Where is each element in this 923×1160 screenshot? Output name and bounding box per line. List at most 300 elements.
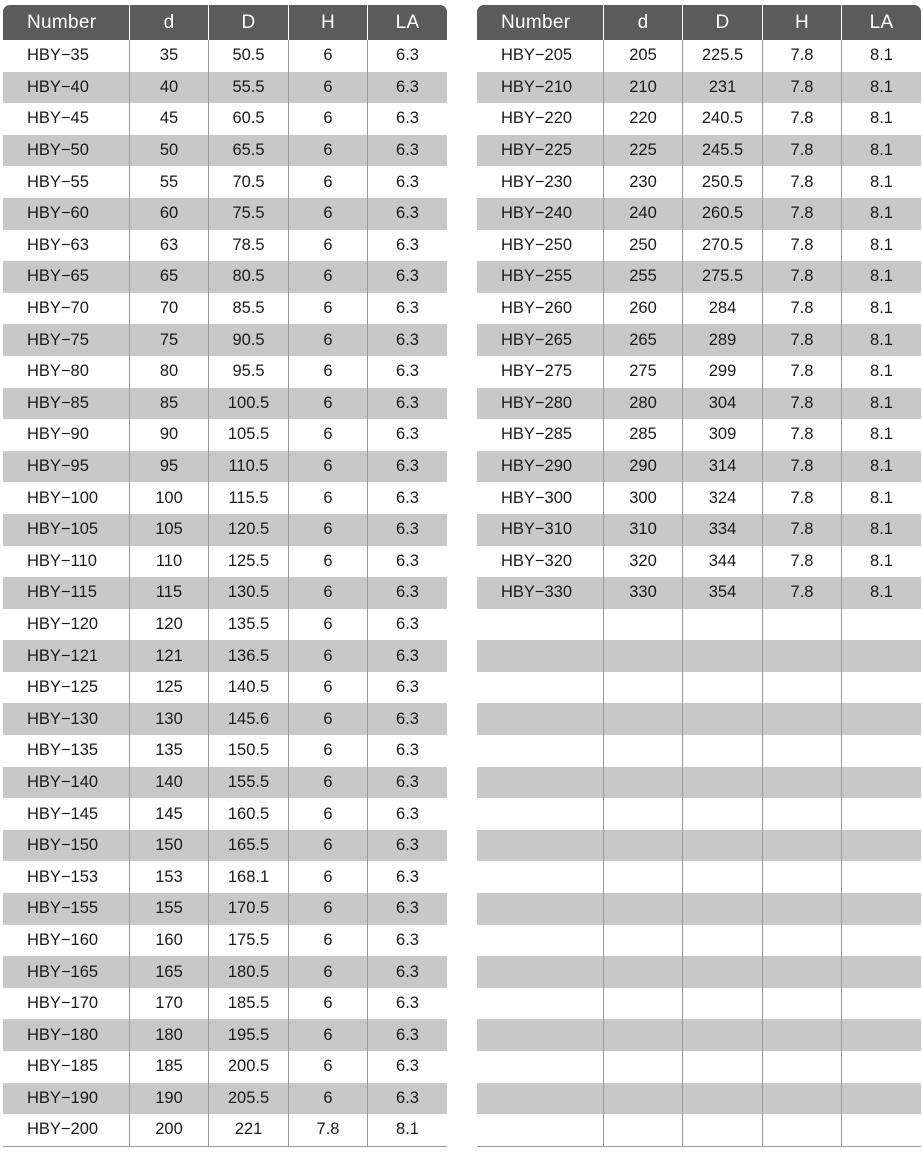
cell-H: 7.8 [762,482,841,514]
cell-d: 65 [129,261,208,293]
header-number: Number [3,5,129,40]
cell-H: 6 [288,356,367,388]
table-row [477,198,921,230]
header-H: H [762,5,841,40]
cell-number: HBY−85 [3,388,129,420]
empty-cell [603,672,682,704]
cell-LA: 6.3 [367,293,447,325]
header-H: H [288,5,367,40]
cell-number: HBY−160 [27,930,99,949]
cell-LA: 8.1 [841,72,921,104]
table-row [3,893,447,925]
cell-D: 120.5 [208,514,288,546]
empty-cell [841,735,921,767]
cell-D: 170.5 [208,893,288,925]
empty-cell [682,703,762,735]
cell-number: HBY−50 [3,135,129,167]
cell-d: 100 [129,482,208,514]
cell-number: HBY−300 [501,488,573,507]
cell-d: 80 [129,356,208,388]
empty-cell [603,609,682,641]
table-row [477,419,921,451]
cell-D: 314 [682,451,762,483]
cell-d: 210 [603,72,682,104]
cell-H: 6 [288,198,367,230]
table-row [3,451,447,483]
cell-d: 95 [129,451,208,483]
empty-cell [477,1051,603,1083]
table-row [477,546,921,578]
table-row [3,798,447,830]
cell-D: 75.5 [208,198,288,230]
table-row [477,135,921,167]
cell-LA: 6.3 [367,388,447,420]
empty-table-row [477,609,921,641]
table-row [477,166,921,198]
cell-H: 6 [288,893,367,925]
cell-D: 100.5 [208,388,288,420]
cell-D: 231 [682,72,762,104]
cell-H: 6 [288,546,367,578]
cell-d: 310 [603,514,682,546]
cell-H: 7.8 [762,166,841,198]
cell-number: HBY−190 [3,1083,129,1115]
header-LA: LA [367,5,447,40]
cell-d: 330 [603,577,682,609]
cell-number: HBY−40 [3,72,129,104]
cell-d: 145 [129,798,208,830]
empty-cell [682,640,762,672]
cell-number: HBY−105 [3,514,129,546]
empty-cell [682,830,762,862]
empty-cell [841,956,921,988]
cell-D: 115.5 [208,482,288,514]
header-d: d [129,5,208,40]
cell-D: 65.5 [208,135,288,167]
empty-cell [682,1114,762,1147]
cell-LA: 6.3 [367,324,447,356]
cell-H: 6 [288,798,367,830]
cell-LA: 8.1 [841,166,921,198]
cell-LA: 6.3 [367,1083,447,1115]
cell-number: HBY−90 [27,425,89,444]
header-LA: LA [841,5,921,40]
cell-LA: 8.1 [841,293,921,325]
empty-table-row [477,640,921,672]
cell-number: HBY−320 [501,551,573,570]
empty-cell [477,988,603,1020]
empty-cell [477,893,603,925]
empty-cell [603,988,682,1020]
spec-table-right [477,5,921,1147]
cell-d: 170 [129,988,208,1020]
empty-cell [682,861,762,893]
cell-H: 6 [288,72,367,104]
empty-cell [682,767,762,799]
empty-cell [762,767,841,799]
header-number: Number [477,5,603,40]
empty-cell [603,861,682,893]
cell-d: 205 [603,40,682,72]
cell-d: 160 [129,925,208,957]
table-row [3,546,447,578]
empty-cell [682,1019,762,1051]
empty-table-row [477,798,921,830]
empty-cell [477,861,603,893]
empty-cell [603,1114,682,1147]
cell-LA: 6.3 [367,230,447,262]
cell-D: 160.5 [208,798,288,830]
cell-d: 220 [603,103,682,135]
cell-d: 285 [603,419,682,451]
cell-D: 354 [682,577,762,609]
cell-number: HBY−275 [501,362,573,381]
header-D: D [208,5,288,40]
cell-H: 7.8 [762,230,841,262]
empty-cell [682,893,762,925]
cell-d: 70 [129,293,208,325]
cell-d: 165 [129,956,208,988]
empty-cell [603,703,682,735]
cell-LA: 8.1 [841,103,921,135]
cell-number: HBY−250 [501,235,573,254]
table-row [477,482,921,514]
table-row [3,609,447,641]
cell-d: 75 [129,324,208,356]
empty-cell [762,1019,841,1051]
empty-table-row [477,672,921,704]
empty-table-row [477,861,921,893]
cell-LA: 6.3 [367,166,447,198]
cell-D: 60.5 [208,103,288,135]
cell-number: HBY−80 [27,362,89,381]
table-row [477,293,921,325]
cell-number: HBY−130 [3,703,129,735]
table-row [3,577,447,609]
cell-D: 78.5 [208,230,288,262]
cell-number: HBY−185 [27,1057,99,1076]
cell-d: 120 [129,609,208,641]
cell-number: HBY−330 [477,577,603,609]
cell-LA: 6.3 [367,830,447,862]
empty-cell [762,956,841,988]
cell-number: HBY−280 [477,388,603,420]
table-row [3,482,447,514]
spec-table-left [3,5,447,1147]
empty-table-row [477,735,921,767]
cell-H: 6 [288,925,367,957]
cell-LA: 6.3 [367,640,447,672]
cell-H: 7.8 [762,135,841,167]
cell-D: 200.5 [208,1051,288,1083]
empty-cell [477,956,603,988]
cell-d: 55 [129,166,208,198]
cell-H: 6 [288,514,367,546]
empty-cell [841,830,921,862]
cell-H: 7.8 [762,451,841,483]
cell-number: HBY−35 [27,46,89,65]
cell-number: HBY−210 [477,72,603,104]
cell-D: 145.6 [208,703,288,735]
table-row [477,40,921,72]
cell-D: 135.5 [208,609,288,641]
table-row [3,1114,447,1147]
cell-LA: 6.3 [367,198,447,230]
cell-d: 225 [603,135,682,167]
empty-cell [841,609,921,641]
cell-LA: 8.1 [841,482,921,514]
cell-LA: 8.1 [841,324,921,356]
empty-cell [603,798,682,830]
cell-d: 35 [129,40,208,72]
empty-cell [603,640,682,672]
cell-number: HBY−65 [3,261,129,293]
cell-LA: 6.3 [367,1051,447,1083]
cell-H: 6 [288,1019,367,1051]
cell-number: HBY−205 [501,46,573,65]
empty-cell [603,1051,682,1083]
empty-cell [762,988,841,1020]
cell-H: 7.8 [288,1114,367,1147]
cell-number: HBY−95 [3,451,129,483]
cell-D: 140.5 [208,672,288,704]
cell-D: 150.5 [208,735,288,767]
cell-H: 6 [288,577,367,609]
table-row [3,419,447,451]
cell-H: 7.8 [762,103,841,135]
cell-number: HBY−170 [27,994,99,1013]
cell-LA: 6.3 [367,1019,447,1051]
cell-H: 6 [288,988,367,1020]
cell-number: HBY−55 [27,172,89,191]
cell-H: 6 [288,767,367,799]
cell-number: HBY−150 [3,830,129,862]
empty-cell [682,735,762,767]
cell-D: 334 [682,514,762,546]
table-row [477,356,921,388]
cell-H: 6 [288,135,367,167]
cell-H: 6 [288,166,367,198]
header-row [3,5,447,40]
cell-H: 6 [288,419,367,451]
table-row [3,1083,447,1115]
cell-LA: 6.3 [367,893,447,925]
cell-d: 290 [603,451,682,483]
empty-table-row [477,1019,921,1051]
cell-d: 130 [129,703,208,735]
cell-D: 90.5 [208,324,288,356]
cell-number: HBY−45 [27,109,89,128]
table-row [3,166,447,198]
header-d: d [603,5,682,40]
cell-d: 110 [129,546,208,578]
empty-table-row [477,703,921,735]
cell-D: 136.5 [208,640,288,672]
cell-d: 85 [129,388,208,420]
empty-cell [603,925,682,957]
cell-LA: 6.3 [367,703,447,735]
table-row [3,324,447,356]
header-row [477,5,921,40]
table-row [3,198,447,230]
empty-cell [841,925,921,957]
cell-LA: 8.1 [841,451,921,483]
empty-cell [477,703,603,735]
table-row [477,72,921,104]
cell-LA: 8.1 [841,577,921,609]
cell-D: 275.5 [682,261,762,293]
cell-D: 270.5 [682,230,762,262]
empty-table-row [477,956,921,988]
empty-cell [477,798,603,830]
cell-H: 7.8 [762,356,841,388]
empty-cell [477,609,603,641]
table-row [3,514,447,546]
cell-D: 205.5 [208,1083,288,1115]
spec-table-right-body [477,40,921,1147]
cell-D: 309 [682,419,762,451]
empty-cell [762,830,841,862]
cell-LA: 6.3 [367,609,447,641]
table-row [3,1019,447,1051]
cell-D: 289 [682,324,762,356]
empty-cell [762,672,841,704]
empty-cell [841,1083,921,1115]
cell-D: 185.5 [208,988,288,1020]
empty-cell [841,640,921,672]
empty-cell [841,861,921,893]
table-row [3,388,447,420]
cell-number: HBY−265 [477,324,603,356]
cell-d: 200 [129,1114,208,1147]
cell-H: 6 [288,703,367,735]
empty-cell [682,925,762,957]
table-row [3,861,447,893]
empty-cell [603,830,682,862]
empty-cell [762,861,841,893]
empty-table-row [477,893,921,925]
cell-D: 105.5 [208,419,288,451]
cell-H: 6 [288,956,367,988]
empty-cell [477,735,603,767]
empty-cell [841,893,921,925]
table-row [3,72,447,104]
empty-cell [841,767,921,799]
cell-D: 85.5 [208,293,288,325]
cell-H: 7.8 [762,261,841,293]
cell-D: 250.5 [682,166,762,198]
cell-H: 6 [288,451,367,483]
cell-H: 6 [288,861,367,893]
empty-cell [603,1083,682,1115]
cell-d: 135 [129,735,208,767]
empty-cell [682,672,762,704]
cell-number: HBY−115 [3,577,129,609]
cell-D: 110.5 [208,451,288,483]
cell-d: 185 [129,1051,208,1083]
spec-table-left-body [3,40,447,1147]
cell-D: 221 [208,1114,288,1147]
cell-H: 6 [288,40,367,72]
cell-number: HBY−70 [27,299,89,318]
cell-LA: 6.3 [367,861,447,893]
cell-D: 180.5 [208,956,288,988]
cell-H: 7.8 [762,72,841,104]
cell-LA: 6.3 [367,103,447,135]
empty-cell [762,893,841,925]
cell-LA: 6.3 [367,735,447,767]
empty-cell [477,1114,603,1147]
cell-number: HBY−255 [477,261,603,293]
empty-cell [762,703,841,735]
cell-D: 299 [682,356,762,388]
cell-H: 6 [288,293,367,325]
empty-cell [603,735,682,767]
cell-d: 90 [129,419,208,451]
table-row [3,135,447,167]
cell-d: 240 [603,198,682,230]
table-row [477,324,921,356]
cell-H: 6 [288,735,367,767]
cell-d: 255 [603,261,682,293]
table-row [3,703,447,735]
table-row [477,261,921,293]
cell-d: 260 [603,293,682,325]
cell-D: 80.5 [208,261,288,293]
cell-H: 7.8 [762,388,841,420]
table-row [3,640,447,672]
table-row [3,672,447,704]
empty-cell [603,1019,682,1051]
cell-number: HBY−63 [27,235,89,254]
table-row [3,735,447,767]
cell-D: 240.5 [682,103,762,135]
cell-H: 6 [288,230,367,262]
cell-H: 7.8 [762,198,841,230]
cell-d: 300 [603,482,682,514]
table-row [477,230,921,262]
cell-LA: 6.3 [367,672,447,704]
table-row [3,230,447,262]
cell-number: HBY−200 [3,1114,129,1147]
cell-LA: 6.3 [367,546,447,578]
empty-cell [682,1083,762,1115]
cell-number: HBY−60 [3,198,129,230]
cell-H: 6 [288,388,367,420]
cell-H: 6 [288,672,367,704]
cell-d: 125 [129,672,208,704]
cell-H: 6 [288,103,367,135]
table-row [477,514,921,546]
cell-LA: 6.3 [367,956,447,988]
cell-LA: 6.3 [367,988,447,1020]
cell-number: HBY−260 [501,299,573,318]
empty-cell [762,798,841,830]
table-row [3,261,447,293]
empty-table-row [477,988,921,1020]
cell-number: HBY−121 [3,640,129,672]
cell-d: 40 [129,72,208,104]
cell-number: HBY−140 [3,767,129,799]
cell-d: 265 [603,324,682,356]
cell-number: HBY−240 [477,198,603,230]
empty-cell [603,893,682,925]
cell-number: HBY−120 [27,614,99,633]
empty-table-row [477,830,921,862]
cell-D: 225.5 [682,40,762,72]
empty-table-row [477,1083,921,1115]
empty-cell [477,830,603,862]
